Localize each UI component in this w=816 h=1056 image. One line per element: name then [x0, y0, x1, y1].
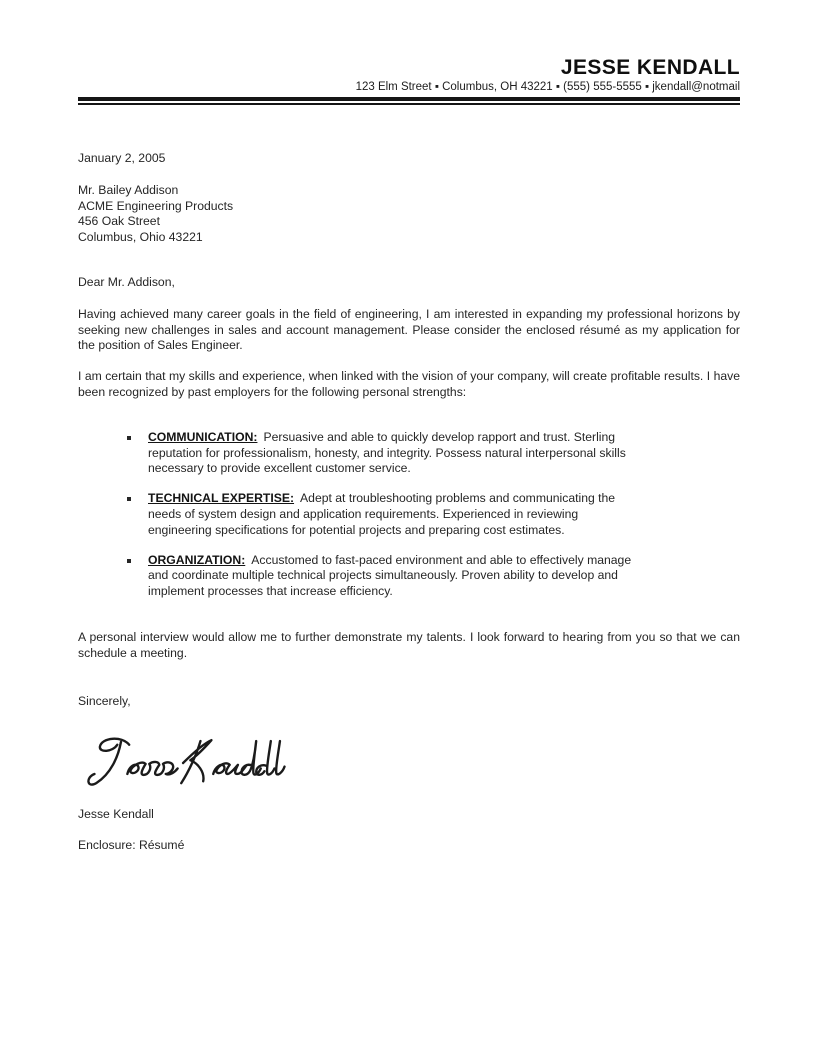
letterhead-name: JESSE KENDALL: [560, 56, 740, 79]
closing-paragraph: A personal interview would allow me to further demonstrate my talents. I look forward to hearing from you so that we can schedule a meeting.: [78, 629, 740, 660]
salutation: Dear Mr. Addison,: [78, 274, 175, 289]
bullet-item-communication: [78, 430, 740, 477]
signature-stroke: [127, 762, 177, 775]
recipient-city: Columbus, Ohio 43221: [78, 230, 203, 245]
intro-paragraph: Having achieved many career goals in the field of engineering, I am interested in expanding my professional horizons by seeking new challenges in sales and account management. Please consider the enclosed résumé as my application for the position of Sales Engineer.: [78, 306, 740, 353]
letterhead: [78, 57, 740, 94]
divider-thin-rule: [78, 103, 740, 105]
signature-stroke: [213, 741, 284, 775]
typed-name: Jesse Kendall: [78, 807, 154, 822]
enclosure-note: Enclosure: Résumé: [78, 838, 185, 853]
bullet-label: ORGANIZATION:: [148, 552, 246, 567]
bullet-square-icon: [127, 559, 131, 563]
bullet-body: [148, 430, 637, 477]
valediction: Sincerely,: [78, 693, 131, 708]
bullet-text: Persuasive and able to quickly develop rapport and trust. Sterling reputation for professionalism, honesty, and integrity. Possess natural interpersonal skills necessary to provide excellent customer service.: [148, 429, 626, 476]
letterhead-contact-line: 123 Elm Street ▪ Columbus, OH 43221 ▪ (555) 555-5555 ▪ jkendall@notmail: [355, 81, 740, 93]
signature-stroke: [181, 740, 211, 783]
signature-script: [78, 733, 740, 793]
letterhead-divider: [78, 97, 740, 105]
bullet-square-icon: [127, 436, 131, 440]
signature-stroke: [88, 739, 129, 785]
date-line: January 2, 2005: [78, 151, 166, 165]
recipient-street: 456 Oak Street: [78, 214, 160, 229]
bullet-square-icon: [127, 497, 131, 501]
bullet-body: [148, 553, 637, 600]
recipient-name: Mr. Bailey Addison: [78, 182, 179, 197]
bullet-text: Accustomed to fast-paced environment and able to effectively manage and coordinate multiple technical projects simultaneously. Proven ability to develop and implement processes that increase efficiency.: [148, 552, 632, 599]
bullet-text: Adept at troubleshooting problems and communicating the needs of system design and application requirements. Experienced in reviewing engineering specifications for potential projects and preparing cost estimates.: [148, 491, 616, 537]
bullet-body: [148, 491, 637, 538]
strengths-bullet-list: [78, 430, 740, 600]
bullet-label: TECHNICAL EXPERTISE:: [148, 491, 295, 506]
recipient-block: [78, 183, 740, 246]
bullet-item-technical-expertise: [78, 491, 740, 538]
recipient-company: ACME Engineering Products: [78, 198, 234, 213]
strengths-paragraph: I am certain that my skills and experience, when linked with the vision of your company, will create profitable results. I have been recognized by past employers for the following personal strengths:: [78, 369, 740, 399]
bullet-label: COMMUNICATION:: [148, 429, 258, 444]
bullet-item-organization: [78, 553, 740, 600]
